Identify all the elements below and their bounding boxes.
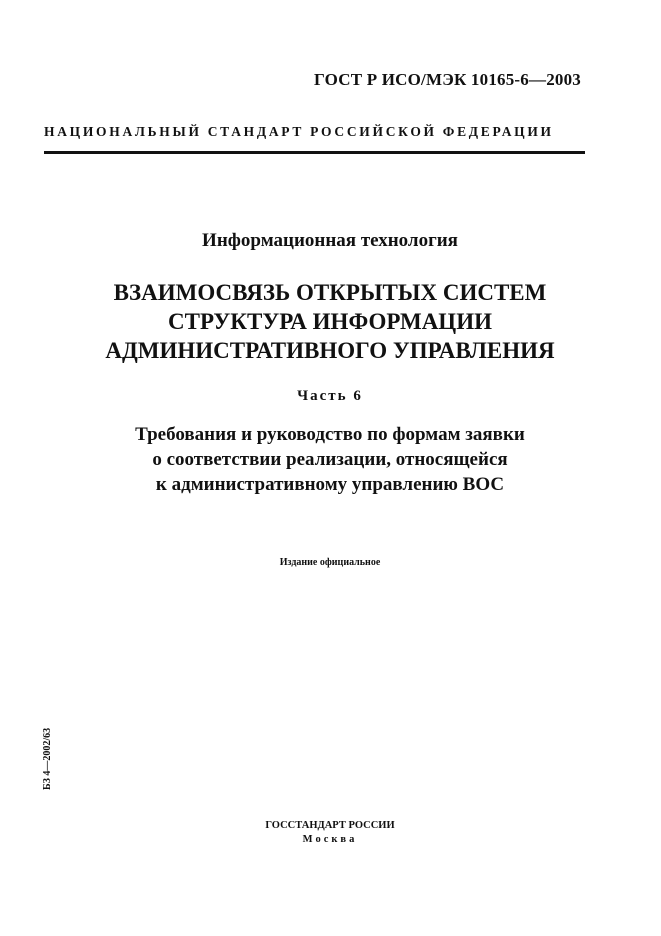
document-title: [30, 278, 630, 365]
subtitle-line: о соответствии реализации, относящейся: [152, 449, 508, 470]
document-code: ГОСТ Р ИСО/МЭК 10165-6—2003: [314, 70, 581, 89]
title-line: ВЗАИМОСВЯЗЬ ОТКРЫТЫХ СИСТЕМ: [113, 280, 547, 305]
document-subtitle: [30, 422, 630, 497]
edition-note: Издание официальное: [279, 557, 381, 568]
publisher-name: ГОССТАНДАРТ РОССИИ: [265, 820, 395, 831]
spine-code: БЗ 4—2002/63: [42, 727, 53, 790]
document-subject: Информационная технология: [202, 230, 458, 251]
subtitle-line: Требования и руководство по формам заявки: [135, 424, 525, 445]
subtitle-line: к административному управлению ВОС: [155, 474, 505, 495]
part-number: Часть 6: [297, 388, 363, 404]
publisher-city: Москва: [302, 834, 358, 845]
title-line: СТРУКТУРА ИНФОРМАЦИИ: [168, 309, 492, 334]
publisher-block: [30, 819, 630, 847]
header-divider: [44, 151, 585, 154]
title-line: АДМИНИСТРАТИВНОГО УПРАВЛЕНИЯ: [105, 338, 555, 363]
national-standard-heading: НАЦИОНАЛЬНЫЙ СТАНДАРТ РОССИЙСКОЙ ФЕДЕРАЦИИ: [44, 124, 554, 139]
